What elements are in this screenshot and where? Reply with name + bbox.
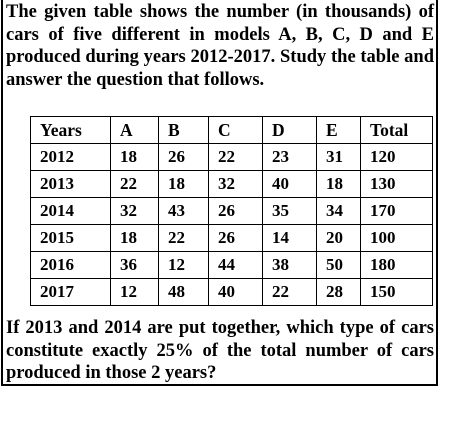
table-row — [31, 171, 433, 198]
cell-c: 26 — [209, 225, 263, 252]
intro-paragraph: The given table shows the number (in thousands) of cars of five different in models A, B, C, D and E produced during years 2012-2017. Study the table and answer the question that follows. — [6, 2, 434, 90]
cell-e: 50 — [317, 252, 361, 279]
table-row — [31, 144, 433, 171]
cell-e: 20 — [317, 225, 361, 252]
cell-e: 34 — [317, 198, 361, 225]
table-row — [31, 198, 433, 225]
question-paragraph: If 2013 and 2014 are put together, which type of cars constitute exactly 25% of the total number of cars produced in those 2 years? — [6, 318, 434, 383]
cell-b: 22 — [159, 225, 209, 252]
cell-b: 18 — [159, 171, 209, 198]
cell-e: 31 — [317, 144, 361, 171]
cell-total: 150 — [361, 279, 433, 306]
cell-b: 26 — [159, 144, 209, 171]
header-b: B — [159, 117, 209, 144]
cell-total: 170 — [361, 198, 433, 225]
cell-d: 38 — [263, 252, 317, 279]
cell-d: 35 — [263, 198, 317, 225]
table-row — [31, 279, 433, 306]
cell-e: 28 — [317, 279, 361, 306]
cell-b: 48 — [159, 279, 209, 306]
header-years: Years — [31, 117, 111, 144]
cell-c: 26 — [209, 198, 263, 225]
cell-c: 22 — [209, 144, 263, 171]
table-header-row — [31, 117, 433, 144]
cell-d: 23 — [263, 144, 317, 171]
header-total: Total — [361, 117, 433, 144]
production-table — [30, 116, 433, 306]
cell-total: 100 — [361, 225, 433, 252]
cell-b: 43 — [159, 198, 209, 225]
header-e: E — [317, 117, 361, 144]
cell-year: 2013 — [31, 171, 111, 198]
cell-year: 2014 — [31, 198, 111, 225]
cell-d: 40 — [263, 171, 317, 198]
cell-a: 22 — [111, 171, 159, 198]
cell-d: 14 — [263, 225, 317, 252]
cell-c: 40 — [209, 279, 263, 306]
cell-c: 44 — [209, 252, 263, 279]
cell-year: 2012 — [31, 144, 111, 171]
cell-b: 12 — [159, 252, 209, 279]
cell-year: 2015 — [31, 225, 111, 252]
cell-e: 18 — [317, 171, 361, 198]
table-row — [31, 252, 433, 279]
cell-c: 32 — [209, 171, 263, 198]
header-c: C — [209, 117, 263, 144]
cell-d: 22 — [263, 279, 317, 306]
cell-a: 12 — [111, 279, 159, 306]
cell-year: 2017 — [31, 279, 111, 306]
cell-a: 18 — [111, 144, 159, 171]
cell-a: 18 — [111, 225, 159, 252]
table-row — [31, 225, 433, 252]
cell-total: 120 — [361, 144, 433, 171]
cell-a: 32 — [111, 198, 159, 225]
cell-total: 130 — [361, 171, 433, 198]
header-a: A — [111, 117, 159, 144]
cell-a: 36 — [111, 252, 159, 279]
cell-year: 2016 — [31, 252, 111, 279]
cell-total: 180 — [361, 252, 433, 279]
header-d: D — [263, 117, 317, 144]
